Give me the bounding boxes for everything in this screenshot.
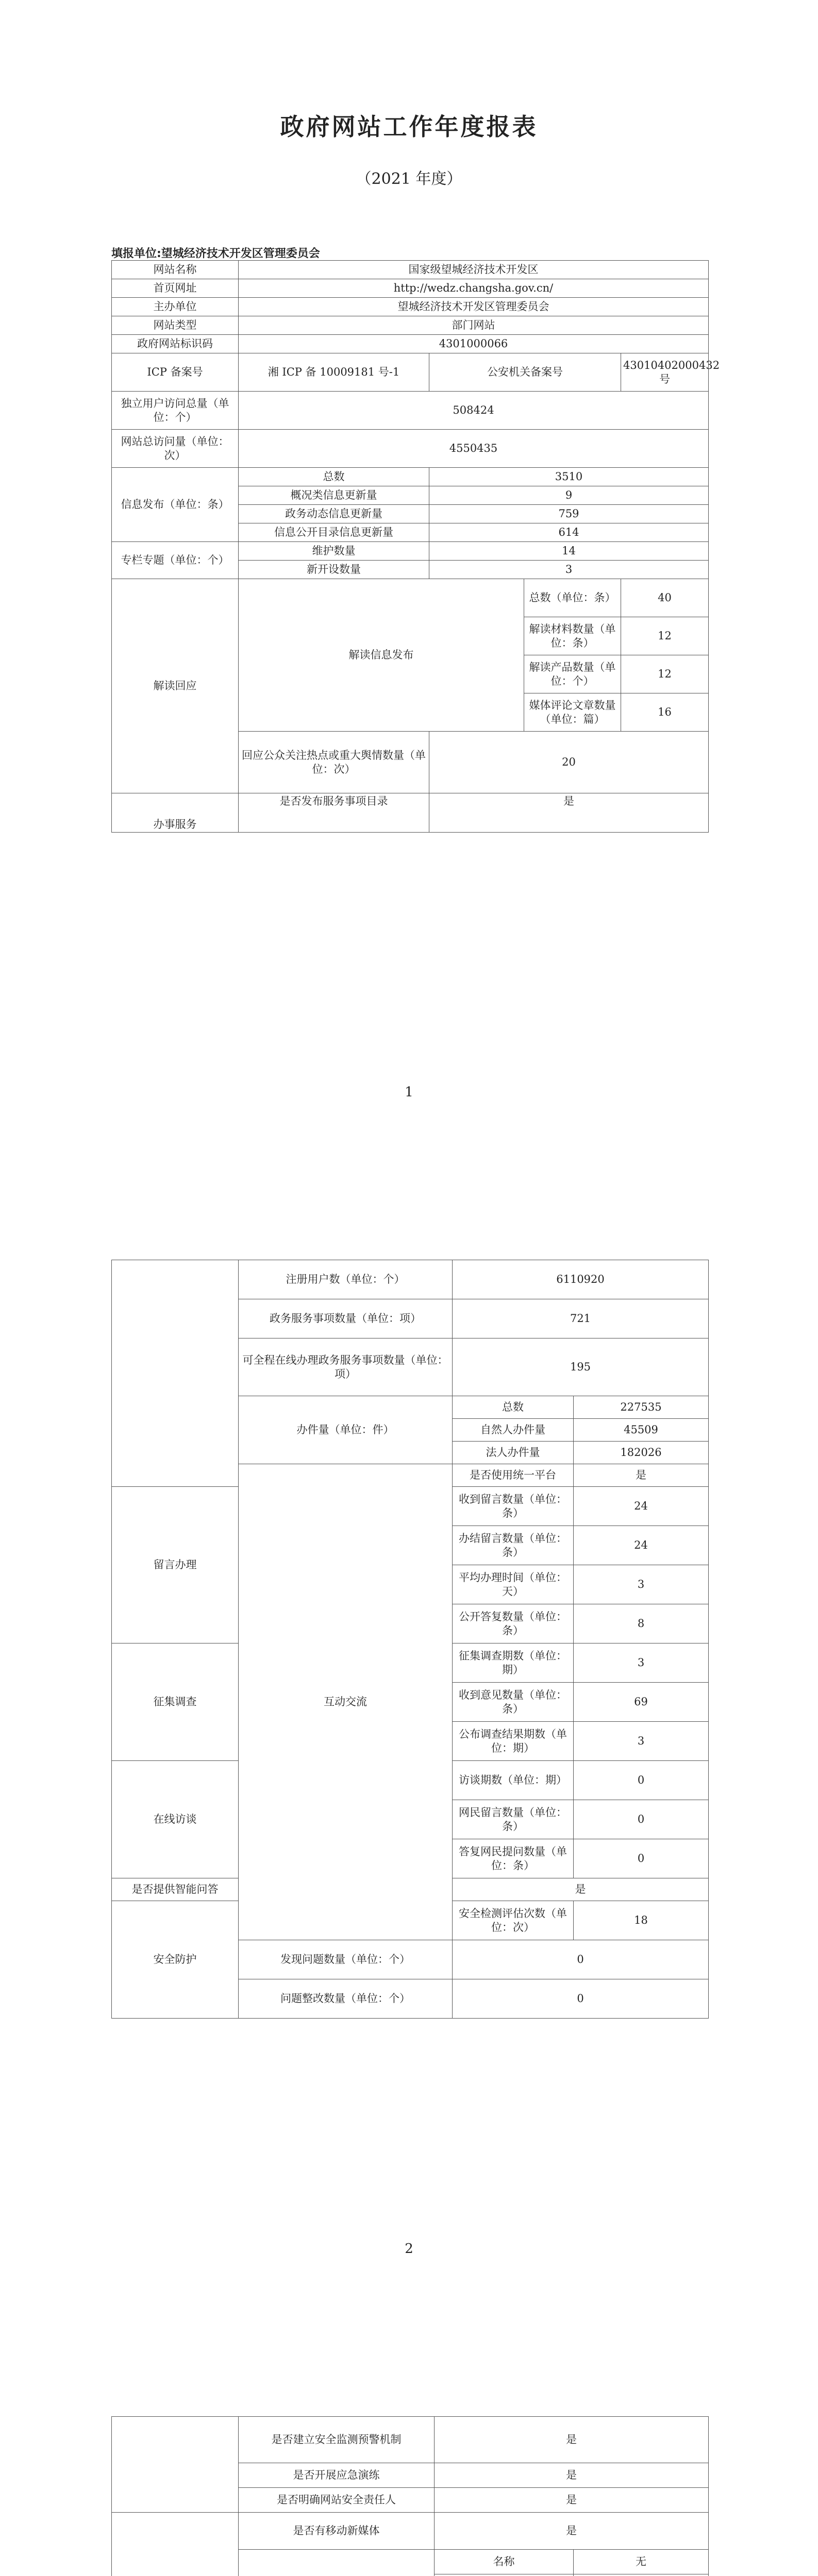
cell-value: 721 — [453, 1299, 709, 1338]
cell-value: 4301000066 — [239, 335, 709, 353]
cell-label: 互动交流 — [239, 1464, 453, 1940]
cell-label: 名称 — [435, 2550, 574, 2574]
cell-value: 是 — [435, 2513, 709, 2550]
cell-label: 解读材料数量（单位：条） — [524, 617, 621, 655]
cell-label: 总数（单位：条） — [524, 579, 621, 617]
cell-value: 759 — [429, 505, 709, 523]
cell-value: 是 — [453, 1878, 709, 1901]
cell-label: 专栏专题（单位：个） — [112, 542, 239, 579]
cell-value: 227535 — [574, 1396, 709, 1419]
cell-label: 是否建立安全监测预警机制 — [239, 2417, 435, 2463]
cell-label: 信息公开目录信息更新量 — [239, 523, 429, 542]
cell-label: 是否提供智能问答 — [112, 1878, 239, 1901]
cell-value: 195 — [453, 1338, 709, 1396]
cell-label: 是否明确网站安全责任人 — [239, 2488, 435, 2513]
cell-value: 是 — [435, 2463, 709, 2488]
cell-value: 182026 — [574, 1442, 709, 1464]
cell-value: 16 — [621, 693, 709, 732]
cell-label: 办结留言数量（单位：条） — [453, 1526, 574, 1565]
cell-label: 公布调查结果期数（单位：期） — [453, 1722, 574, 1761]
cell-value: 9 — [429, 486, 709, 505]
cell-label: 总数 — [453, 1396, 574, 1419]
cell-value: 无 — [574, 2550, 709, 2574]
cell-value: 43010402000432 号 — [621, 353, 709, 392]
cell-value: 是 — [429, 793, 709, 833]
cell-value: 0 — [453, 1940, 709, 1979]
cell-label: 自然人办件量 — [453, 1419, 574, 1442]
cell-value: 45509 — [574, 1419, 709, 1442]
cell-label: 网站类型 — [112, 316, 239, 335]
cell-value: 24 — [574, 1526, 709, 1565]
cell-label: 收到留言数量（单位：条） — [453, 1487, 574, 1526]
cell-label: 首页网址 — [112, 279, 239, 298]
cell-value: 3 — [574, 1565, 709, 1604]
cell-value: 是 — [574, 1464, 709, 1487]
cell-label: 解读信息发布 — [239, 579, 524, 732]
cell-value: 0 — [453, 1979, 709, 2019]
cell-value: 508424 — [239, 392, 709, 430]
cell-label: 总数 — [239, 468, 429, 486]
report-year: （2021 年度） — [356, 170, 462, 188]
cell-value: 3 — [574, 1722, 709, 1761]
cell-label: 可全程在线办理政务服务事项数量（单位：项） — [239, 1338, 453, 1396]
cell-label: 政务服务事项数量（单位：项） — [239, 1299, 453, 1338]
cell-value: 12 — [621, 655, 709, 693]
cell-label: 注册用户数（单位：个） — [239, 1260, 453, 1299]
cell-label — [112, 1260, 239, 1487]
cell-value: 6110920 — [453, 1260, 709, 1299]
cell-value: 24 — [574, 1487, 709, 1526]
cell-label: 办事服务 — [112, 793, 239, 833]
cell-label — [239, 2550, 435, 2576]
cell-label: 答复网民提问数量（单位：条） — [453, 1839, 574, 1878]
cell-label: 平均办理时间（单位：天） — [453, 1565, 574, 1604]
cell-value: 望城经济技术开发区管理委员会 — [239, 298, 709, 316]
cell-label: 是否发布服务事项目录 — [239, 793, 429, 833]
cell-value: 国家级望城经济技术开发区 — [239, 261, 709, 279]
cell-label: 政务动态信息更新量 — [239, 505, 429, 523]
cell-label: 独立用户访问总量（单位：个） — [112, 392, 239, 430]
report-table-page3 — [111, 2416, 709, 2576]
cell-value: 3510 — [429, 468, 709, 486]
cell-value: 4550435 — [239, 430, 709, 468]
cell-value: 0 — [574, 1800, 709, 1839]
report-table-page2 — [111, 1260, 709, 2019]
cell-value: 是 — [435, 2417, 709, 2463]
cell-label: 访谈期数（单位：期） — [453, 1761, 574, 1800]
cell-label: 安全检测评估次数（单位：次） — [453, 1901, 574, 1940]
cell-label: 网站总访问量（单位：次） — [112, 430, 239, 468]
cell-label: 信息发布（单位：条） — [112, 468, 239, 542]
cell-value: 部门网站 — [239, 316, 709, 335]
cell-label: 公安机关备案号 — [429, 353, 621, 392]
cell-label: 回应公众关注热点或重大舆情数量（单位：次） — [239, 732, 429, 793]
cell-label: 是否使用统一平台 — [453, 1464, 574, 1487]
cell-label — [112, 2513, 239, 2576]
cell-value: 0 — [574, 1761, 709, 1800]
cell-value: 14 — [429, 542, 709, 561]
page-number: 1 — [405, 1084, 413, 1100]
report-title: 政府网站工作年度报表 — [280, 113, 538, 141]
cell-label: 媒体评论文章数量（单位：篇） — [524, 693, 621, 732]
cell-label: 是否开展应急演练 — [239, 2463, 435, 2488]
cell-label: 在线访谈 — [112, 1761, 239, 1878]
cell-label: 政府网站标识码 — [112, 335, 239, 353]
cell-label: 公开答复数量（单位：条） — [453, 1604, 574, 1643]
cell-label: 收到意见数量（单位：条） — [453, 1683, 574, 1722]
cell-value: 8 — [574, 1604, 709, 1643]
cell-value: 69 — [574, 1683, 709, 1722]
cell-label: 办件量（单位：件） — [239, 1396, 453, 1464]
cell-value: 3 — [574, 1643, 709, 1683]
cell-label: 是否有移动新媒体 — [239, 2513, 435, 2550]
cell-label — [435, 2574, 574, 2576]
cell-value: 是 — [435, 2488, 709, 2513]
cell-value: http://wedz.changsha.gov.cn/ — [239, 279, 709, 298]
cell-label: 解读产品数量（单位：个） — [524, 655, 621, 693]
cell-label: 发现问题数量（单位：个） — [239, 1940, 453, 1979]
cell-label: 概况类信息更新量 — [239, 486, 429, 505]
cell-label: 法人办件量 — [453, 1442, 574, 1464]
filing-unit: 填报单位:望城经济技术开发区管理委员会 — [111, 247, 320, 260]
report-table-page1 — [111, 260, 720, 833]
cell-value — [574, 2574, 709, 2576]
cell-label: 主办单位 — [112, 298, 239, 316]
cell-value: 3 — [429, 561, 709, 579]
cell-label: ICP 备案号 — [112, 353, 239, 392]
cell-value: 湘 ICP 备 10009181 号-1 — [239, 353, 429, 392]
cell-label: 解读回应 — [112, 579, 239, 793]
cell-value: 18 — [574, 1901, 709, 1940]
cell-label: 征集调查 — [112, 1643, 239, 1761]
cell-label: 网民留言数量（单位：条） — [453, 1800, 574, 1839]
cell-value: 12 — [621, 617, 709, 655]
cell-label — [112, 2417, 239, 2513]
cell-value: 614 — [429, 523, 709, 542]
cell-label: 新开设数量 — [239, 561, 429, 579]
cell-value: 20 — [429, 732, 709, 793]
cell-label: 留言办理 — [112, 1487, 239, 1643]
cell-label: 网站名称 — [112, 261, 239, 279]
cell-label: 征集调查期数（单位：期） — [453, 1643, 574, 1683]
cell-value: 40 — [621, 579, 709, 617]
page-number: 2 — [405, 2241, 413, 2257]
cell-value: 0 — [574, 1839, 709, 1878]
cell-label: 维护数量 — [239, 542, 429, 561]
cell-label: 安全防护 — [112, 1901, 239, 2019]
cell-label: 问题整改数量（单位：个） — [239, 1979, 453, 2019]
